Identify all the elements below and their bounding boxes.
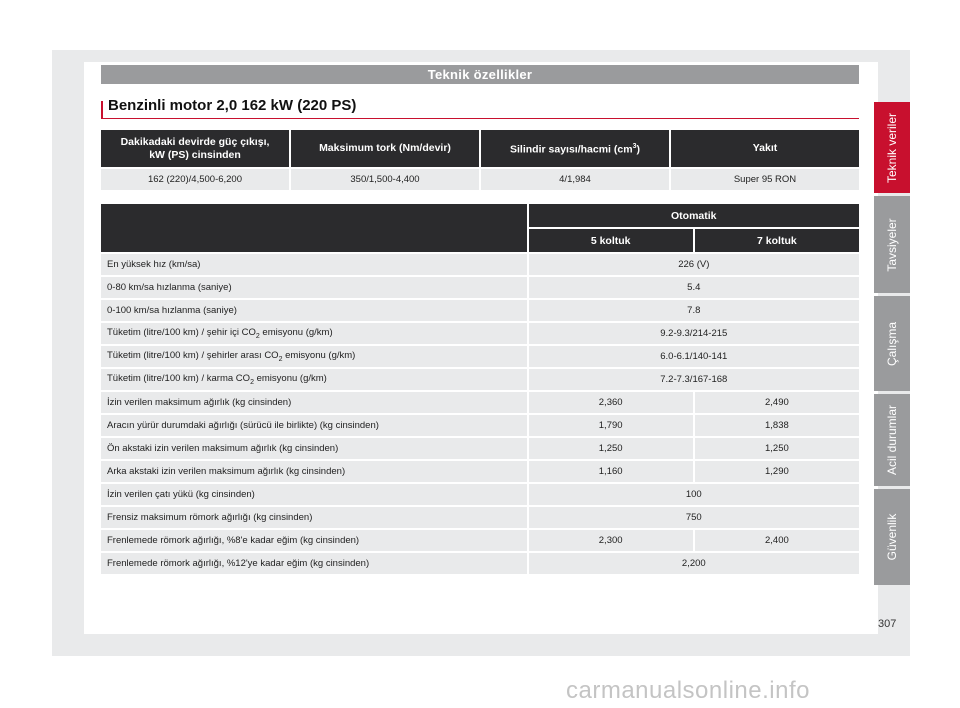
row-value-7: 1,838 <box>695 415 859 436</box>
row-value-5: 1,790 <box>529 415 693 436</box>
row-value-5: 2,360 <box>529 392 693 413</box>
row-label <box>101 346 527 367</box>
table-row <box>101 346 859 367</box>
header-blank <box>101 204 527 252</box>
row-value: 7.2-7.3/167-168 <box>529 369 859 390</box>
row-label-text: emisyonu (g/km) <box>259 327 333 339</box>
heading-underline <box>101 118 859 119</box>
tab-label: Çalışma <box>885 321 899 366</box>
tab-label: Tavsiyeler <box>885 217 899 272</box>
row-label: Frenlemede römork ağırlığı, %12'ye kadar eğim (kg cinsinden) <box>101 553 527 574</box>
row-label: En yüksek hız (km/sa) <box>101 254 527 275</box>
cell-power: 162 (220)/4,500-6,200 <box>101 169 289 190</box>
table-row <box>101 369 859 390</box>
tab-label: Güvenlik <box>885 513 899 561</box>
row-label: 0-100 km/sa hızlanma (saniye) <box>101 300 527 321</box>
performance-table <box>99 202 861 576</box>
table-row <box>101 300 859 321</box>
table-row <box>101 530 859 551</box>
table-row <box>101 169 859 190</box>
tab-label: Teknik veriler <box>885 112 899 183</box>
tab-acil-durumlar[interactable] <box>874 394 910 486</box>
row-value: 7.8 <box>529 300 859 321</box>
row-label-text: Tüketim (litre/100 km) / şehir içi CO <box>107 327 256 339</box>
row-label-text: Tüketim (litre/100 km) / karma CO <box>107 373 251 385</box>
tab-tavsiyeler[interactable] <box>874 196 910 293</box>
row-label: Aracın yürür durumdaki ağırlığı (sürücü ile birlikte) (kg cinsinden) <box>101 415 527 436</box>
row-label <box>101 323 527 344</box>
heading-accent-bar <box>101 101 103 119</box>
table-row <box>101 461 859 482</box>
header-fuel: Yakıt <box>671 130 859 167</box>
table-row <box>101 277 859 298</box>
row-label: 0-80 km/sa hızlanma (saniye) <box>101 277 527 298</box>
row-value-7: 2,490 <box>695 392 859 413</box>
header-power-line1: Dakikadaki devirde güç çıkışı, <box>120 135 270 148</box>
row-value-7: 1,290 <box>695 461 859 482</box>
table-header-row <box>101 130 859 167</box>
header-power-line2: kW (PS) cinsinden <box>149 148 241 161</box>
header-5-seats: 5 koltuk <box>529 229 693 252</box>
header-cylinders-close: ) <box>636 143 640 156</box>
row-value: 100 <box>529 484 859 505</box>
table-row <box>101 254 859 275</box>
row-label <box>101 369 527 390</box>
co2-subscript: 2 <box>278 355 283 363</box>
page-heading: Benzinli motor 2,0 162 kW (220 PS) <box>108 97 357 114</box>
engine-spec-table <box>99 128 861 192</box>
header-power <box>101 130 289 167</box>
table-header-row <box>101 204 859 227</box>
row-value-7: 2,400 <box>695 530 859 551</box>
row-label-text: Tüketim (litre/100 km) / şehirler arası CO <box>107 350 279 362</box>
header-cylinders-sup: 3 <box>632 143 637 151</box>
table-row <box>101 323 859 344</box>
page-number: 307 <box>878 618 897 630</box>
header-cylinders-text: Silindir sayısı/hacmi (cm <box>510 143 633 156</box>
row-label-text: emisyonu (g/km) <box>253 373 327 385</box>
row-value-7: 1,250 <box>695 438 859 459</box>
row-value: 5.4 <box>529 277 859 298</box>
section-title: Teknik özellikler <box>101 65 859 84</box>
row-value: 750 <box>529 507 859 528</box>
row-label-text: emisyonu (g/km) <box>282 350 356 362</box>
cell-torque: 350/1,500-4,400 <box>291 169 479 190</box>
row-label: Frenlemede römork ağırlığı, %8'e kadar eğim (kg cinsinden) <box>101 530 527 551</box>
tab-teknik-veriler[interactable] <box>874 102 910 193</box>
table-row <box>101 438 859 459</box>
co2-subscript: 2 <box>255 332 260 340</box>
row-label: İzin verilen maksimum ağırlık (kg cinsinden) <box>101 392 527 413</box>
row-value-5: 1,160 <box>529 461 693 482</box>
cell-fuel: Super 95 RON <box>671 169 859 190</box>
table-row <box>101 553 859 574</box>
row-label: İzin verilen çatı yükü (kg cinsinden) <box>101 484 527 505</box>
tab-guvenlik[interactable] <box>874 489 910 585</box>
watermark: carmanualsonline.info <box>566 677 810 704</box>
row-value: 6.0-6.1/140-141 <box>529 346 859 367</box>
table-row <box>101 507 859 528</box>
header-cylinders <box>481 130 669 167</box>
row-value: 9.2-9.3/214-215 <box>529 323 859 344</box>
row-value-5: 2,300 <box>529 530 693 551</box>
row-label: Frensiz maksimum römork ağırlığı (kg cinsinden) <box>101 507 527 528</box>
table-row <box>101 392 859 413</box>
table-row <box>101 415 859 436</box>
co2-subscript: 2 <box>250 378 254 386</box>
row-label: Ön akstaki izin verilen maksimum ağırlık (kg cinsinden) <box>101 438 527 459</box>
cell-cylinders: 4/1,984 <box>481 169 669 190</box>
row-value-5: 1,250 <box>529 438 693 459</box>
header-7-seats: 7 koltuk <box>695 229 859 252</box>
row-label: Arka akstaki izin verilen maksimum ağırlık (kg cinsinden) <box>101 461 527 482</box>
header-torque: Maksimum tork (Nm/devir) <box>291 130 479 167</box>
header-automatic: Otomatik <box>529 204 859 227</box>
row-value: 226 (V) <box>529 254 859 275</box>
table-row <box>101 484 859 505</box>
row-value: 2,200 <box>529 553 859 574</box>
tab-label: Acil durumlar <box>885 404 899 476</box>
tab-calisma[interactable] <box>874 296 910 391</box>
